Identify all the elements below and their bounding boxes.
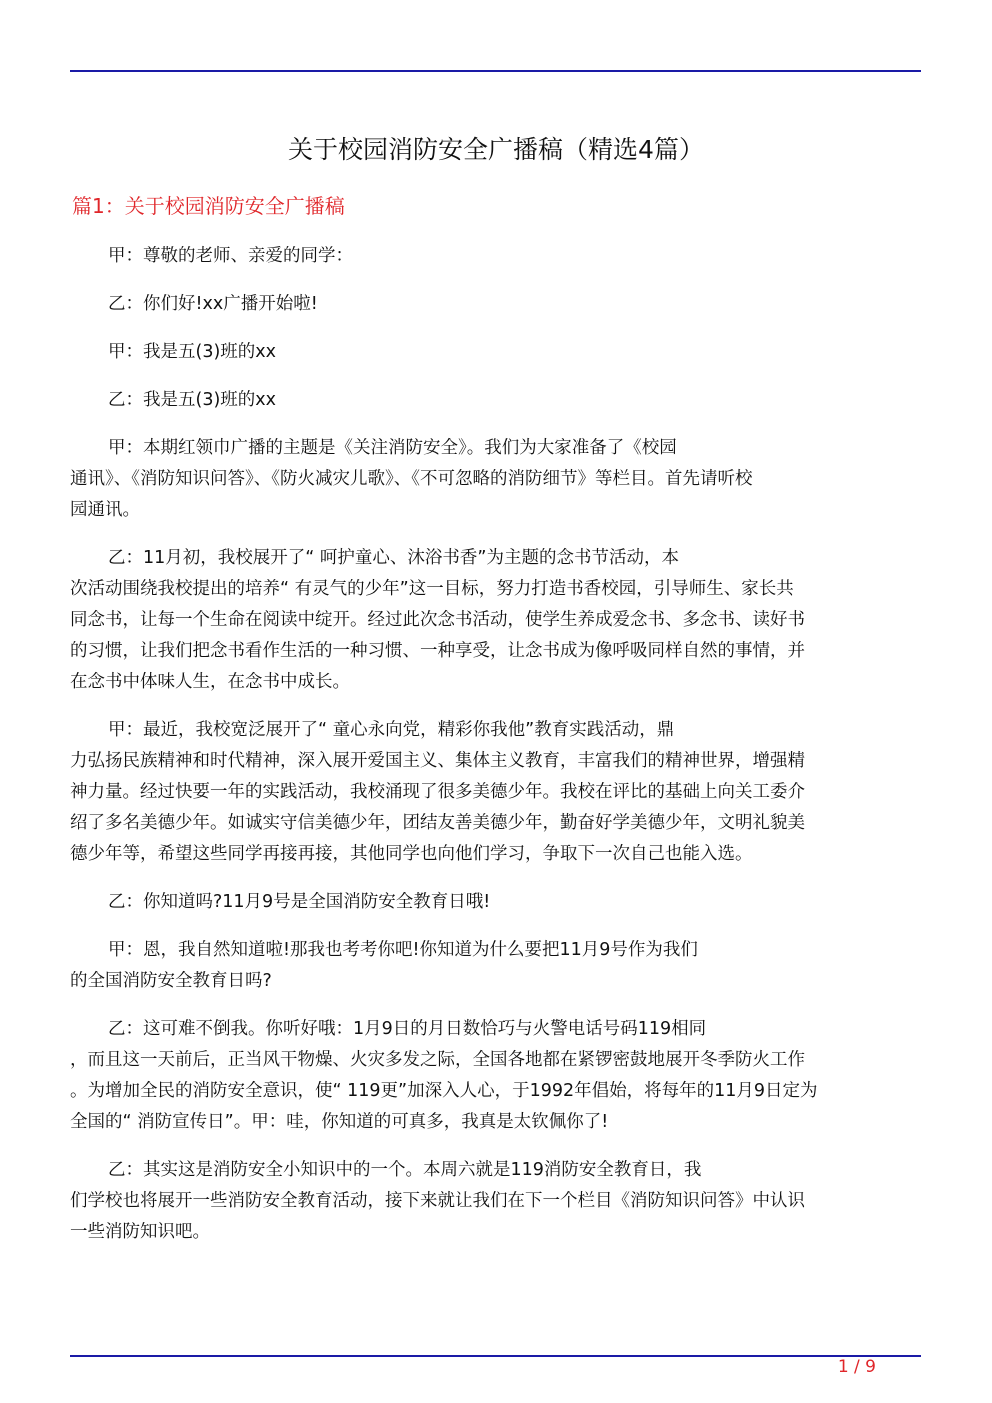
paragraph-line: 甲：最近，我校宽泛展开了“ 童心永向党，精彩你我他”教育实践活动，鼎 — [108, 720, 675, 740]
paragraph-line: 绍了多名美德少年。如诚实守信美德少年，团结友善美德少年，勤奋好学美德少年，文明礼貌美 — [70, 813, 805, 833]
document-body — [70, 241, 922, 1265]
section-heading: 篇1：关于校园消防安全广播稿 — [72, 194, 345, 218]
paragraph-line: 次活动围绕我校提出的培养“ 有灵气的少年”这一目标，努力打造书香校园，引导师生、家长共 — [70, 579, 794, 599]
paragraph — [70, 241, 922, 272]
paragraph — [70, 385, 922, 416]
paragraph — [70, 887, 922, 918]
paragraph-line: 。为增加全民的消防安全意识，使“ 119更”加深入人心，于1992年倡始，将每年的11月9日定为 — [70, 1081, 818, 1101]
paragraph-line: 力弘扬民族精神和时代精神，深入展开爱国主义、集体主义教育，丰富我们的精神世界，增强精 — [70, 751, 805, 771]
paragraph-line: 乙：我是五(3)班的xx — [108, 390, 277, 410]
paragraph-line: 甲：恩，我自然知道啦!那我也考考你吧!你知道为什么要把11月9号作为我们 — [108, 940, 698, 960]
paragraph-line: 乙：11月初，我校展开了“ 呵护童心、沐浴书香”为主题的念书节活动，本 — [108, 548, 679, 568]
paragraph-line: 乙：你们好!xx广播开始啦! — [108, 294, 318, 314]
page-number: 1 / 9 — [837, 1357, 876, 1377]
paragraph-line: 乙：你知道吗?11月9号是全国消防安全教育日哦! — [108, 892, 491, 912]
paragraph — [70, 433, 922, 526]
document-title: 关于校园消防安全广播稿（精选4篇） — [288, 135, 704, 164]
paragraph — [70, 1155, 922, 1248]
paragraph — [70, 337, 922, 368]
paragraph-line: 的习惯，让我们把念书看作生活的一种习惯、一种享受，让念书成为像呼吸同样自然的事情，并 — [70, 641, 805, 661]
paragraph — [70, 543, 922, 698]
footer-rule — [70, 1355, 921, 1357]
paragraph — [70, 1014, 922, 1138]
paragraph-line: 甲：我是五(3)班的xx — [108, 342, 277, 362]
paragraph-line: 甲：尊敬的老师、亲爱的同学： — [108, 246, 353, 266]
paragraph-line: ，而且这一天前后，正当风干物燥、火灾多发之际，全国各地都在紧锣密鼓地展开冬季防火工作 — [70, 1050, 805, 1070]
paragraph-line: 全国的“ 消防宣传日”。甲：哇，你知道的可真多，我真是太钦佩你了! — [70, 1112, 609, 1132]
paragraph-line: 一些消防知识吧。 — [70, 1222, 210, 1242]
paragraph-line: 德少年等，希望这些同学再接再接，其他同学也向他们学习，争取下一次自己也能入选。 — [70, 844, 753, 864]
paragraph-line: 同念书，让每一个生命在阅读中绽开。经过此次念书活动，使学生养成爱念书、多念书、读好书 — [70, 610, 805, 630]
paragraph-line: 们学校也将展开一些消防安全教育活动，接下来就让我们在下一个栏目《消防知识问答》中认识 — [70, 1191, 805, 1211]
paragraph-line: 神力量。经过快要一年的实践活动，我校涌现了很多美德少年。我校在评比的基础上向关工委介 — [70, 782, 805, 802]
paragraph — [70, 935, 922, 997]
header-rule — [70, 70, 921, 72]
paragraph-line: 园通讯。 — [70, 500, 140, 520]
paragraph-line: 乙：这可难不倒我。你听好哦：1月9日的月日数恰巧与火警电话号码119相同 — [108, 1019, 707, 1039]
paragraph — [70, 715, 922, 870]
paragraph-line: 甲：本期红领巾广播的主题是《关注消防安全》。我们为大家准备了《校园 — [108, 438, 677, 458]
paragraph — [70, 289, 922, 320]
paragraph-line: 在念书中体味人生，在念书中成长。 — [70, 672, 350, 692]
paragraph-line: 的全国消防安全教育日吗? — [70, 971, 272, 991]
paragraph-line: 乙：其实这是消防安全小知识中的一个。本周六就是119消防安全教育日，我 — [108, 1160, 702, 1180]
paragraph-line: 通讯》、《消防知识问答》、《防火减灾儿歌》、《不可忽略的消防细节》等栏目。首先请听校 — [70, 469, 753, 489]
